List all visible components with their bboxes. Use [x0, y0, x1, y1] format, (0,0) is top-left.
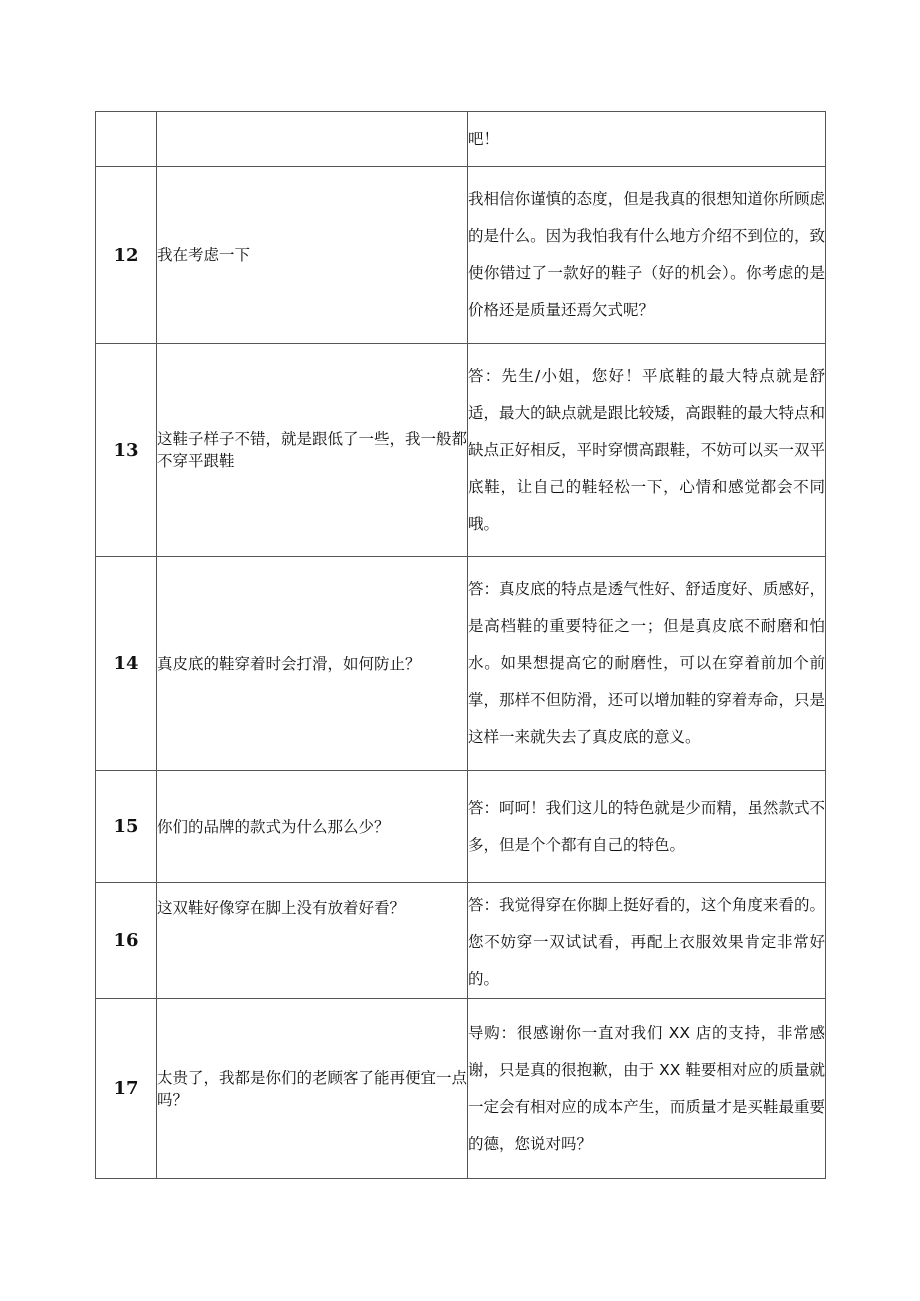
answer-cell: 答：先生/小姐，您好！平底鞋的最大特点就是舒适，最大的缺点就是跟比较矮，高跟鞋的最大特点和缺点正好相反，平时穿惯高跟鞋，不妨可以买一双平底鞋，让自己的鞋轻松一下，心情和感觉都会不同哦。 [468, 344, 826, 557]
question-cell: 太贵了，我都是你们的老顾客了能再便宜一点吗？ [157, 999, 468, 1179]
row-number: 14 [96, 557, 157, 771]
question-cell: 真皮底的鞋穿着时会打滑，如何防止？ [157, 557, 468, 771]
question-cell [157, 112, 468, 167]
table-row [96, 557, 826, 771]
table-row [96, 883, 826, 999]
qa-table [95, 111, 826, 1179]
answer-cell: 答：呵呵！我们这儿的特色就是少而精，虽然款式不多，但是个个都有自己的特色。 [468, 771, 826, 883]
row-number: 15 [96, 771, 157, 883]
question-cell: 这鞋子样子不错，就是跟低了一些，我一般都不穿平跟鞋 [157, 344, 468, 557]
row-number: 13 [96, 344, 157, 557]
table-row [96, 771, 826, 883]
row-number: 12 [96, 167, 157, 344]
table-row [96, 344, 826, 557]
row-number: 16 [96, 883, 157, 999]
table-row-continuation [96, 112, 826, 167]
table-row [96, 167, 826, 344]
question-cell: 你们的品牌的款式为什么那么少？ [157, 771, 468, 883]
answer-cell: 我相信你谨慎的态度，但是我真的很想知道你所顾虑的是什么。因为我怕我有什么地方介绍不到位的，致使你错过了一款好的鞋子（好的机会）。你考虑的是价格还是质量还焉欠式呢？ [468, 167, 826, 344]
answer-cell: 答：真皮底的特点是透气性好、舒适度好、质感好，是高档鞋的重要特征之一；但是真皮底不耐磨和怕水。如果想提高它的耐磨性，可以在穿着前加个前掌，那样不但防滑，还可以增加鞋的穿着寿命，只是这样一来就失去了真皮底的意义。 [468, 557, 826, 771]
table-row [96, 999, 826, 1179]
row-number: 17 [96, 999, 157, 1179]
row-number-cell [96, 112, 157, 167]
question-cell: 这双鞋好像穿在脚上没有放着好看？ [157, 883, 468, 999]
question-cell: 我在考虑一下 [157, 167, 468, 344]
answer-cell: 答：我觉得穿在你脚上挺好看的，这个角度来看的。您不妨穿一双试试看，再配上衣服效果肯定非常好的。 [468, 883, 826, 999]
answer-cell: 吧！ [468, 112, 826, 167]
answer-cell: 导购：很感谢你一直对我们 XX 店的支持，非常感谢，只是真的很抱歉，由于 XX 鞋要相对应的质量就一定会有相对应的成本产生，而质量才是买鞋最重要的德，您说对吗？ [468, 999, 826, 1179]
